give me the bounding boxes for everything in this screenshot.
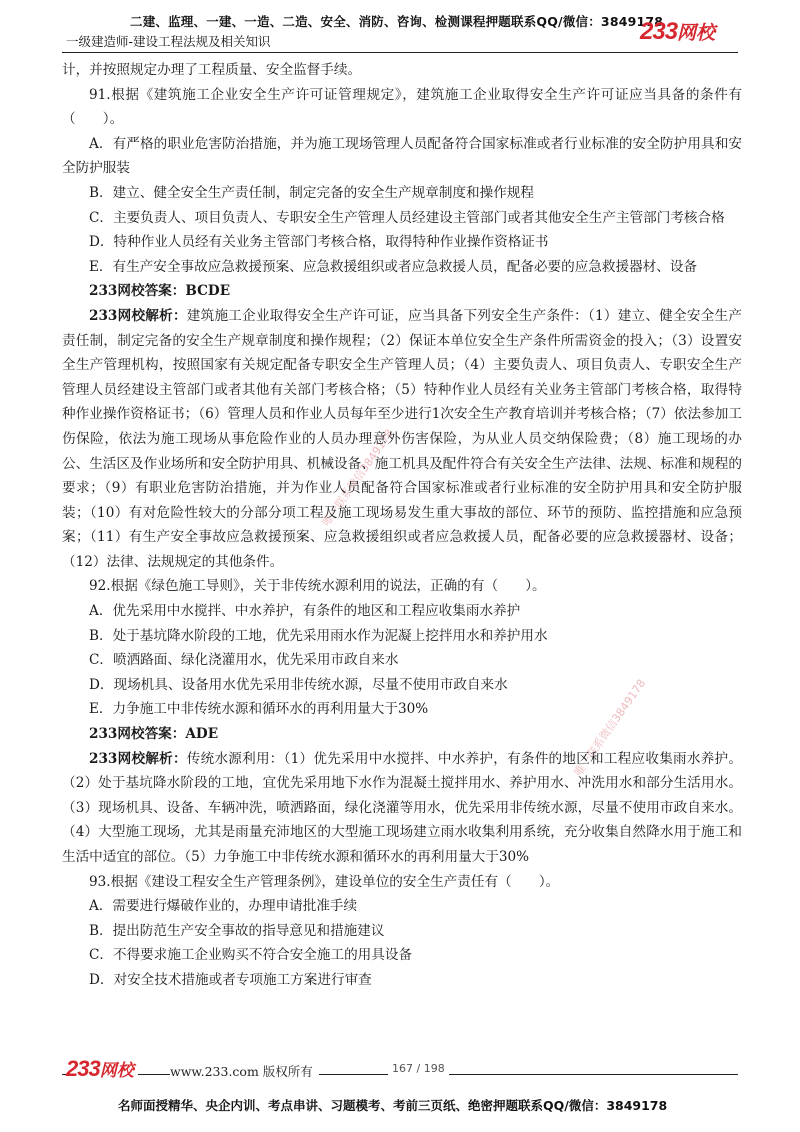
header-promo-text: 二建、监理、一建、一造、二造、安全、消防、咨询、检测课程押题联系QQ/微信：3849178 <box>130 14 664 29</box>
analysis-text: 建筑施工企业取得安全生产许可证，应当具备下列安全生产条件：（1）建立、健全安全生产责任制，制定完备的安全生产规章制度和操作规程；（2）保证本单位安全生产条件所需资金的投入；（3）设置安全生产管理机构，按照国家有关规定配备专职安全生产管理人员；（4）主要负责人、项目负责人、专职安全生产管理人员经建设主管部门或者其他有关部门考核合格；（5）特种作业人员经有关业务主管部门考核合格，取得特种作业操作资格证书；（6）管理人员和作业人员每年至少进行1次安全生产教育培训并考核合格；（7）依法参加工伤保险，依法为施工现场从事危险作业的人员办理意外伤害保险，为从业人员交纳保险费；（8）施工现场的办公、生活区及作业场所和安全防护用具、机械设备、施工机具及配件符合有关安全生产法律、法规、标准和规程的要求；（9）有职业危害防治措施，并为作业人员配备符合国家标准或者行业标准的安全防护用具和安全防护服装；（10）有对危险性较大的分部分项工程及施工现场易发生重大事故的部位、环节的预防、监控措施和应急预案；（11）有生产安全事故应急救援预案、应急救援组织或者应急救援人员，配备必要的应急救援器材、设备；（12）法律、法规规定的其他条件。 <box>62 307 742 570</box>
option-c: C．不得要求施工企业购买不符合安全施工的用具设备 <box>89 947 413 964</box>
analysis-paragraph <box>62 747 742 870</box>
header-divider <box>62 52 738 53</box>
answer-line <box>62 722 742 747</box>
logo-text: 网校 <box>677 23 716 44</box>
page-current: 167 <box>392 1062 413 1075</box>
page-header <box>0 0 800 56</box>
option-e: E．力争施工中非传统水源和循环水的再利用量大于30% <box>89 701 429 718</box>
page-footer <box>0 1056 800 1132</box>
analysis-label: 233网校解析： <box>89 750 187 767</box>
page-separator: / <box>413 1062 424 1075</box>
option-d: D．特种作业人员经有关业务主管部门考核合格，取得特种作业操作资格证书 <box>89 234 549 251</box>
question-stem: 91.根据《建筑施工企业安全生产许可证管理规定》，建筑施工企业取得安全生产许可证应当具备的条件有（ ）。 <box>62 86 742 128</box>
header-subject-title: 一级建造师-建设工程法规及相关知识 <box>66 34 271 49</box>
footer-logo-text: 网校 <box>99 1061 134 1080</box>
option-e: E．有生产安全事故应急救援预案、应急救援组织或者应急救援人员，配备必要的应急救援器材、设备 <box>89 258 698 275</box>
analysis-text: 传统水源利用：（1）优先采用中水搅拌、中水养护，有条件的地区和工程应收集雨水养护。（2）处于基坑降水阶段的工地，宜优先采用地下水作为混凝土搅拌用水、养护用水、冲洗用水和部分生活用水。（3）现场机具、设备、车辆冲洗，喷洒路面，绿化浇灌等用水，优先采用非传统水源，尽量不使用市政自来水。（4）大型施工现场，尤其是雨量充沛地区的大型施工现场建立雨水收集利用系统，充分收集自然降水用于施工和生活中适宜的部位。（5）力争施工中非传统水源和循环水的再利用量大于30% <box>62 750 742 865</box>
intro-paragraph: 计，并按照规定办理了工程质量、安全监督手续。 <box>62 62 362 78</box>
footer-brand-logo <box>66 1056 138 1082</box>
brand-logo <box>640 18 715 46</box>
analysis-label: 233网校解析： <box>89 307 187 324</box>
option-b: B．处于基坑降水阶段的工地，优先采用雨水作为泥凝上挖拌用水和养护用水 <box>89 627 548 644</box>
watermark: 唯一联系微信3849178 <box>571 676 649 779</box>
option-a: A．需要进行爆破作业的，办理申请批准手续 <box>89 898 358 915</box>
page-total: 198 <box>423 1062 445 1075</box>
footer-copyright: www.233.com 版权所有 <box>170 1062 319 1080</box>
question-92 <box>62 574 742 869</box>
question-93 <box>62 870 742 993</box>
footer-promo-text: 名师面授精华、央企内训、考点串讲、习题模考、考前三页纸、绝密押题联系QQ/微信：3849178 <box>118 1098 668 1113</box>
option-d: D．现场机具、设备用水优先采用非传统水源，尽量不使用市政自来水 <box>89 676 508 693</box>
question-stem: 93.根据《建设工程安全生产管理条例》，建设单位的安全生产责任有（ ）。 <box>89 873 560 890</box>
option-b: B．提出防范生产安全事故的指导意见和措施建议 <box>89 922 385 939</box>
footer-logo-number: 233 <box>66 1056 100 1081</box>
option-c: C．喷洒路面、绿化浇灌用水，优先采用市政自来水 <box>89 652 399 669</box>
answer-value: ADE <box>185 726 219 743</box>
question-stem: 92.根据《绿色施工导则》，关于非传统水源利用的说法，正确的有（ ）。 <box>89 578 546 595</box>
answer-label: 233网校答案： <box>89 726 186 743</box>
document-body <box>62 58 742 993</box>
analysis-paragraph <box>62 304 742 575</box>
answer-line <box>62 279 742 304</box>
option-a: A．优先采用中水搅拌、中水养护，有条件的地区和工程应收集雨水养护 <box>89 603 521 620</box>
option-a: A．有严格的职业危害防治措施，并为施工现场管理人员配备符合国家标准或者行业标准的安全防护用具和安全防护服装 <box>62 135 742 177</box>
answer-value: BCDE <box>185 283 231 300</box>
question-91 <box>62 83 742 575</box>
page-number <box>388 1062 449 1075</box>
option-c: C．主要负责人、项目负责人、专职安全生产管理人员经建设主管部门或者其他安全生产主管部门考核合格 <box>89 209 725 226</box>
option-d: D．对安全技术措施或者专项施工方案进行审查 <box>89 971 372 988</box>
watermark: 唯一联系微信3849178 <box>319 426 397 529</box>
logo-number: 233 <box>640 18 678 45</box>
option-b: B．建立、健全安全生产责任制，制定完备的安全生产规章制度和操作规程 <box>89 184 534 201</box>
answer-label: 233网校答案： <box>89 283 186 300</box>
